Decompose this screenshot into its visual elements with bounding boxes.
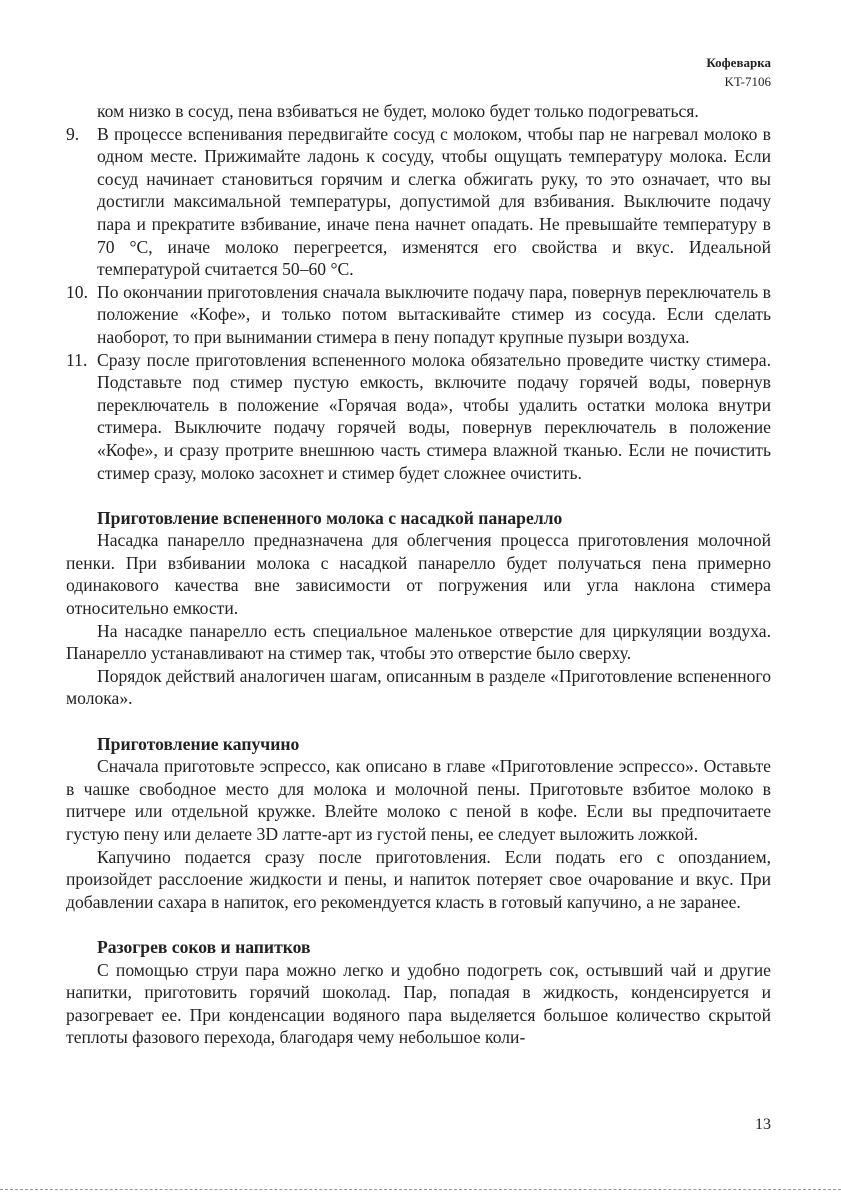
bottom-divider <box>0 1189 841 1191</box>
steps-list <box>66 123 771 485</box>
section-heading: Разогрев соков и напитков <box>97 936 311 957</box>
page-body <box>66 100 771 1049</box>
section-heating-drinks <box>66 936 771 1049</box>
step-text: Сразу после приготовления вспененного молока обязательно проведите чистку стимера. Подставьте под стимер пустую емкость, включите подачу горячей воды, повернув переключатель в положение «Горячая вода», чтобы удалить остатки молока внутри стимера. Выключите подачу горячей воды, повернув переключатель в положение «Кофе», и сразу протрите внешнюю часть стимера влажной тканью. Если не почистить стимер сразу, молоко засохнет и стимер будет сложнее очистить. <box>97 349 771 483</box>
step-item <box>66 123 771 281</box>
paragraph: На насадке панарелло есть специальное маленькое отверстие для циркуляции воздуха. Панарелло устанавливают на стимер так, чтобы это отверстие было сверху. <box>66 620 771 664</box>
step-number: 10. <box>66 281 88 302</box>
header-model: KT-7106 <box>724 74 771 89</box>
paragraph: Капучино подается сразу после приготовления. Если подать его с опозданием, произойдет расслоение жидкости и пены, и напиток потеряет свое очарование и вкус. При добавлении сахара в напиток, его рекомендуется класть в готовый капучино, а не заранее. <box>66 846 771 912</box>
step-text: В процессе вспенивания передвигайте сосуд с молоком, чтобы пар не нагревал молоко в одном месте. Прижимайте ладонь к сосуду, чтобы ощущать температуру молока. Если сосуд начинает становиться горячим и слегка обжигать руку, то это означает, что вы достигли максимальной температуры, допустимой для взбивания. Выключите подачу пара и прекратите взбивание, иначе пена начнет опадать. Не превышайте температуру в 70 °C, иначе молоко перегреется, изменятся его свойства и вкус. Идеальной температурой считается 50–60 °C. <box>97 123 771 280</box>
page-number: 13 <box>755 1116 771 1133</box>
step-number: 11. <box>66 349 88 370</box>
step-item <box>66 281 771 349</box>
header-brand: Кофеварка <box>706 55 771 70</box>
section-panarello <box>66 507 771 710</box>
paragraph: Порядок действий аналогичен шагам, описанным в разделе «Приготовление вспененного молока». <box>66 665 771 709</box>
running-header <box>706 53 771 91</box>
paragraph: Насадка панарелло предназначена для облегчения процесса приготовления молочной пенки. При взбивании молока с насадкой панарелло будет получаться пена примерно одинакового качества вне зависимости от погружения или угла наклона стимера относительно емкости. <box>66 530 771 619</box>
step-text: По окончании приготовления сначала выключите подачу пара, повернув переключатель в положение «Кофе», и только потом вытаскивайте стимер из сосуда. Если сделать наоборот, то при вынимании стимера в пену попадут крупные пузыри воздуха. <box>97 281 771 347</box>
section-cappuccino <box>66 733 771 914</box>
continued-text: ком низко в сосуд, пена взбиваться не будет, молоко будет только подогреваться. <box>97 101 699 121</box>
step-item <box>66 349 771 485</box>
step-number: 9. <box>66 123 80 144</box>
paragraph: С помощью струи пара можно легко и удобно подогреть сок, остывший чай и другие напитки, приготовить горячий шоколад. Пар, попадая в жидкость, конденсируется и разогревает ее. При конденсации водяного пара выделяется большое количество скрытой теплоты фазового перехода, благодаря чему небольшое коли- <box>66 959 771 1048</box>
paragraph: Сначала приготовьте эспрессо, как описано в главе «Приготовление эспрессо». Оставьте в чашке свободное место для молока и молочной пены. Приготовьте взбитое молоко в питчере или отдельной кружке. Влейте молоко с пеной в кофе. Если вы предпочитаете густую пену или делаете 3D латте-арт из густой пены, ее следует выложить ложкой. <box>66 756 771 844</box>
section-heading: Приготовление вспененного молока с насадкой панарелло <box>97 507 563 528</box>
section-heading: Приготовление капучино <box>97 733 300 754</box>
